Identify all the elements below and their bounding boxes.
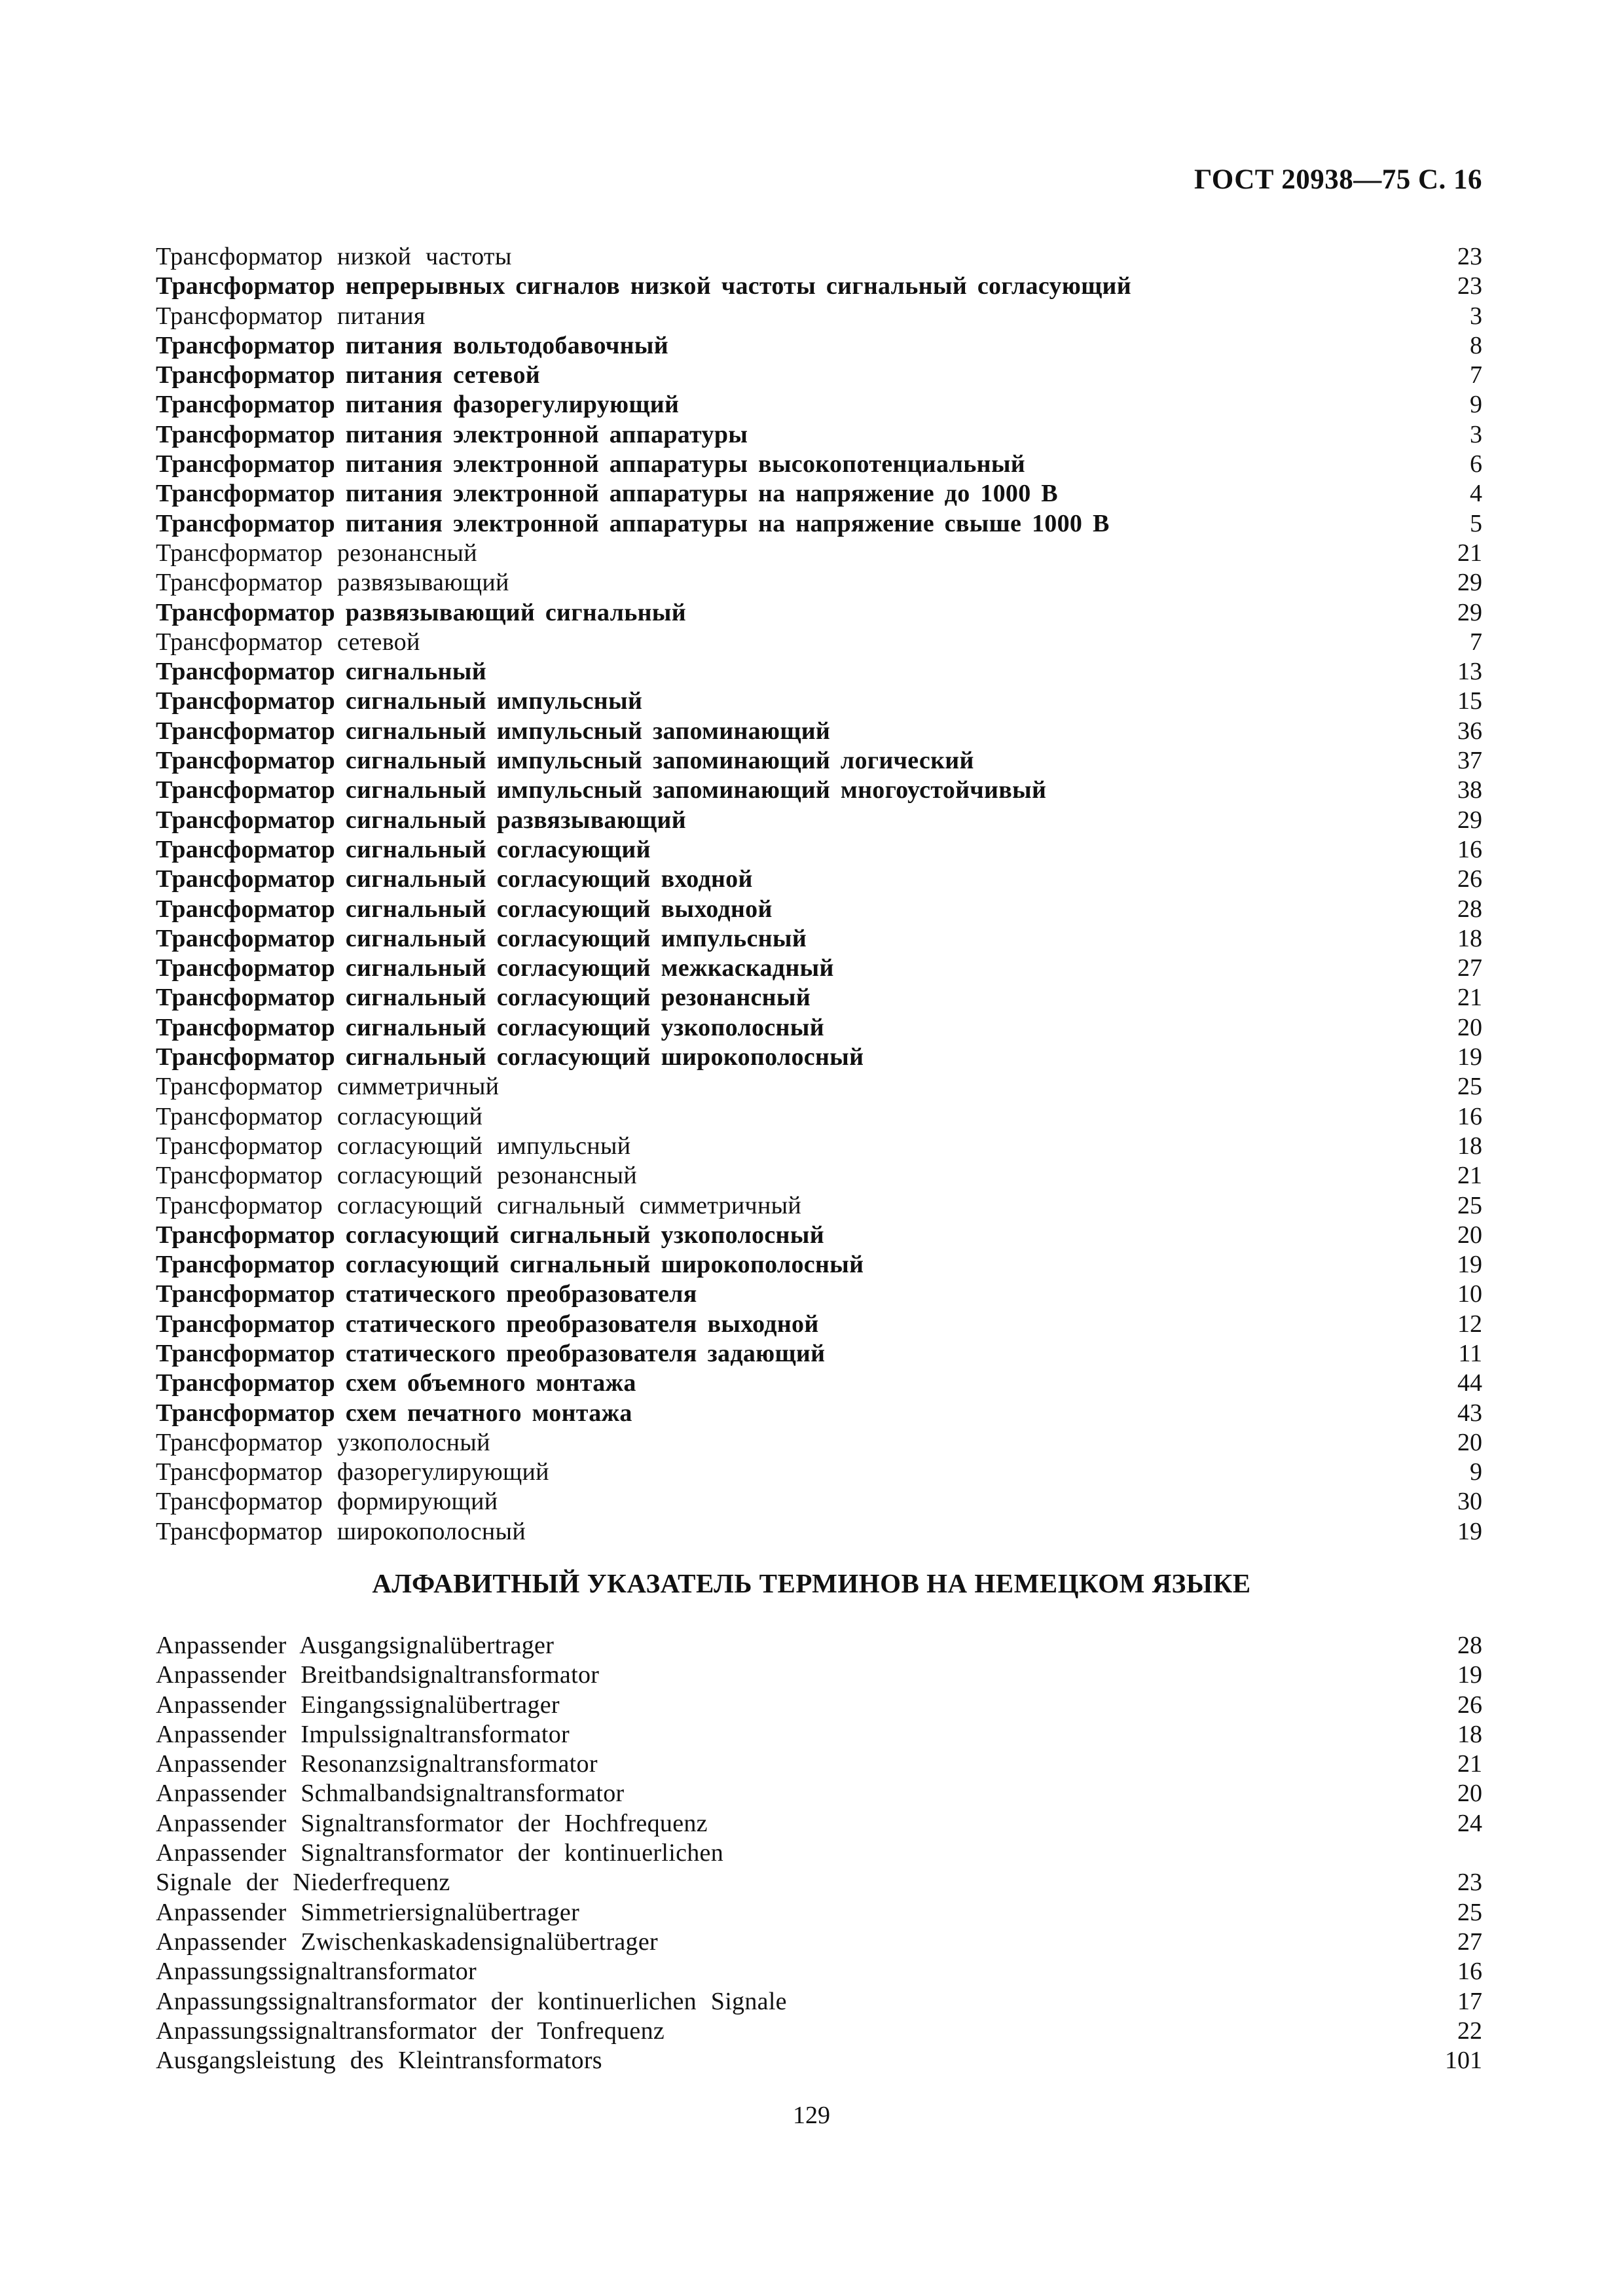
index-entry (156, 746, 1482, 776)
index-entry (156, 2017, 1482, 2046)
index-entry (156, 1428, 1482, 1458)
index-entry (156, 1987, 1482, 2017)
index-page-ref: 3 (1470, 302, 1482, 330)
index-entry (156, 598, 1482, 628)
index-entry (156, 1191, 1482, 1221)
index-page-ref: 12 (1457, 1310, 1482, 1338)
index-term: Трансформатор сигнальный развязывающий (156, 806, 686, 834)
index-term: Трансформатор согласующий сигнальный симметричный (156, 1191, 802, 1219)
page-number: 129 (793, 2102, 830, 2129)
index-term: Трансформатор статического преобразователя выходной (156, 1310, 819, 1338)
index-page-ref: 18 (1457, 1720, 1482, 1748)
index-entry (156, 687, 1482, 716)
index-term: Signale der Niederfrequenz (156, 1869, 450, 1897)
index-entry (156, 361, 1482, 390)
index-entry (156, 1132, 1482, 1161)
index-page-ref: 38 (1457, 776, 1482, 804)
index-term: Трансформатор статического преобразователя задающий (156, 1339, 826, 1367)
index-entry (156, 1957, 1482, 1986)
index-page-ref: 24 (1457, 1809, 1482, 1837)
index-term: Трансформатор симметричный (156, 1073, 500, 1101)
index-page-ref: 15 (1457, 687, 1482, 715)
index-page-ref: 16 (1457, 1102, 1482, 1130)
index-term: Трансформатор питания вольтодобавочный (156, 331, 668, 359)
index-term: Трансформатор статического преобразователя (156, 1280, 697, 1308)
index-page-ref: 19 (1457, 1251, 1482, 1279)
index-entry (156, 509, 1482, 539)
index-entry (156, 1839, 1482, 1868)
index-term: Трансформатор узкополосный (156, 1428, 490, 1456)
index-entry (156, 1280, 1482, 1309)
index-entry (156, 657, 1482, 687)
index-page-ref: 19 (1457, 1517, 1482, 1545)
index-entry (156, 954, 1482, 983)
index-page-ref: 28 (1457, 1632, 1482, 1659)
index-term: Anpassungssignaltransformator der kontinuerlichen Signale (156, 1987, 787, 2015)
index-entry (156, 1631, 1482, 1660)
index-term: Трансформатор согласующий сигнальный широкополосный (156, 1251, 864, 1279)
index-entry (156, 806, 1482, 835)
index-page-ref: 16 (1457, 835, 1482, 863)
index-term: Трансформатор согласующий сигнальный узкополосный (156, 1221, 824, 1249)
index-page-ref: 6 (1470, 450, 1482, 478)
index-entry (156, 1487, 1482, 1516)
index-page-ref: 36 (1457, 717, 1482, 745)
index-term: Трансформатор сигнальный согласующий импульсный (156, 924, 807, 952)
index-page-ref: 23 (1457, 243, 1482, 270)
index-page-ref: 3 (1470, 420, 1482, 448)
index-page-ref: 101 (1445, 2047, 1482, 2075)
section-title: АЛФАВИТНЫЙ УКАЗАТЕЛЬ ТЕРМИНОВ НА НЕМЕЦКОМ ЯЗЫКЕ (372, 1568, 1251, 1598)
index-term: Трансформатор сигнальный согласующий межкаскадный (156, 954, 834, 982)
index-term: Трансформатор сигнальный (156, 658, 486, 686)
index-term: Трансформатор низкой частоты (156, 243, 512, 270)
index-entry (156, 1779, 1482, 1808)
index-term: Трансформатор сигнальный импульсный запоминающий логический (156, 747, 974, 775)
index-term: Трансформатор сетевой (156, 628, 420, 656)
index-term: Трансформатор питания сетевой (156, 361, 540, 389)
index-term: Трансформатор сигнальный импульсный (156, 687, 643, 715)
index-term: Трансформатор схем объемного монтажа (156, 1369, 636, 1397)
index-term: Трансформатор резонансный (156, 539, 477, 567)
index-entry (156, 1102, 1482, 1132)
russian-term-index (156, 242, 1482, 1547)
index-entry (156, 1072, 1482, 1102)
index-term: Трансформатор питания электронной аппаратуры на напряжение свыше 1000 В (156, 509, 1110, 537)
index-term: Anpassungssignaltransformator (156, 1958, 477, 1986)
index-entry (156, 1720, 1482, 1749)
index-term: Anpassender Breitbandsignaltransformator (156, 1661, 600, 1689)
index-entry (156, 865, 1482, 894)
index-page-ref: 9 (1470, 1458, 1482, 1486)
index-term: Трансформатор широкополосный (156, 1517, 526, 1545)
index-entry (156, 539, 1482, 568)
index-term: Трансформатор сигнальный согласующий (156, 835, 651, 863)
index-page-ref: 21 (1457, 539, 1482, 567)
index-entry (156, 924, 1482, 954)
index-entry (156, 1458, 1482, 1487)
index-page-ref: 23 (1457, 272, 1482, 300)
index-entry (156, 628, 1482, 657)
index-term: Anpassender Signaltransformator der Hochfrequenz (156, 1809, 708, 1837)
index-page-ref: 18 (1457, 1132, 1482, 1160)
index-page-ref: 43 (1457, 1399, 1482, 1427)
index-entry (156, 895, 1482, 924)
index-entry (156, 1043, 1482, 1072)
index-page-ref: 20 (1457, 1013, 1482, 1041)
index-term: Трансформатор сигнальный импульсный запоминающий многоустойчивый (156, 776, 1047, 804)
index-page-ref: 19 (1457, 1661, 1482, 1689)
index-entry (156, 1339, 1482, 1369)
index-page-ref: 16 (1457, 1958, 1482, 1986)
index-page-ref: 20 (1457, 1780, 1482, 1808)
index-entry (156, 479, 1482, 509)
index-term: Трансформатор питания электронной аппаратуры на напряжение до 1000 В (156, 480, 1058, 508)
index-entry (156, 1868, 1482, 1897)
index-term: Трансформатор формирующий (156, 1488, 498, 1516)
index-page-ref: 25 (1457, 1073, 1482, 1101)
index-entry (156, 242, 1482, 272)
index-entry (156, 1517, 1482, 1547)
index-term: Anpassender Zwischenkaskadensignalübertrager (156, 1928, 658, 1956)
index-page-ref: 26 (1457, 1691, 1482, 1719)
index-page-ref: 44 (1457, 1369, 1482, 1397)
index-term: Anpassender Schmalbandsignaltransformator (156, 1780, 625, 1808)
index-entry (156, 2046, 1482, 2075)
index-term: Anpassender Simmetriersignalübertrager (156, 1898, 580, 1926)
index-page-ref: 17 (1457, 1987, 1482, 2015)
german-term-index (156, 1631, 1482, 2075)
index-entry (156, 1221, 1482, 1250)
index-term: Трансформатор питания электронной аппаратуры высокопотенциальный (156, 450, 1025, 478)
index-term: Трансформатор питания (156, 302, 426, 330)
index-term: Трансформатор питания фазорегулирующий (156, 391, 680, 419)
index-term: Anpassender Impulssignaltransformator (156, 1720, 570, 1748)
index-page-ref: 28 (1457, 895, 1482, 923)
index-entry (156, 331, 1482, 361)
index-page-ref: 25 (1457, 1898, 1482, 1926)
index-page-ref: 20 (1457, 1221, 1482, 1249)
index-page-ref: 19 (1457, 1043, 1482, 1071)
index-page-ref: 13 (1457, 658, 1482, 686)
index-entry (156, 835, 1482, 865)
index-term: Anpassungssignaltransformator der Tonfrequenz (156, 2017, 665, 2045)
index-term: Трансформатор развязывающий (156, 569, 509, 597)
index-term: Трансформатор сигнальный согласующий выходной (156, 895, 773, 923)
index-page-ref: 22 (1457, 2017, 1482, 2045)
index-term: Трансформатор непрерывных сигналов низкой частоты сигнальный согласующий (156, 272, 1131, 300)
index-entry (156, 1310, 1482, 1339)
index-term: Трансформатор фазорегулирующий (156, 1458, 549, 1486)
index-term: Ausgangsleistung des Kleintransformators (156, 2047, 602, 2075)
index-entry (156, 390, 1482, 420)
index-entry (156, 1013, 1482, 1043)
index-page-ref: 26 (1457, 865, 1482, 893)
index-page-ref: 10 (1457, 1280, 1482, 1308)
index-term: Трансформатор развязывающий сигнальный (156, 598, 686, 626)
index-term: Трансформатор согласующий импульсный (156, 1132, 631, 1160)
index-term: Anpassender Ausgangsignalübertrager (156, 1632, 555, 1659)
index-page-ref: 30 (1457, 1488, 1482, 1516)
index-entry (156, 1749, 1482, 1779)
index-page-ref: 21 (1457, 1750, 1482, 1778)
index-page-ref: 7 (1470, 628, 1482, 656)
index-term: Трансформатор согласующий резонансный (156, 1162, 637, 1190)
index-page-ref: 27 (1457, 954, 1482, 982)
index-page-ref: 21 (1457, 1162, 1482, 1190)
index-page-ref: 20 (1457, 1428, 1482, 1456)
index-page-ref: 21 (1457, 984, 1482, 1012)
index-entry (156, 1809, 1482, 1839)
index-entry (156, 717, 1482, 746)
index-term: Трансформатор согласующий (156, 1102, 483, 1130)
index-term: Трансформатор сигнальный согласующий входной (156, 865, 753, 893)
index-page-ref: 27 (1457, 1928, 1482, 1956)
index-entry (156, 302, 1482, 331)
index-page-ref: 25 (1457, 1191, 1482, 1219)
index-entry (156, 1898, 1482, 1928)
index-entry (156, 776, 1482, 805)
index-entry (156, 420, 1482, 450)
index-term: Трансформатор сигнальный согласующий широкополосный (156, 1043, 864, 1071)
index-entry (156, 983, 1482, 1013)
index-term: Трансформатор схем печатного монтажа (156, 1399, 632, 1427)
index-entry (156, 1161, 1482, 1191)
index-page-ref: 5 (1470, 509, 1482, 537)
index-page-ref: 4 (1470, 480, 1482, 508)
index-term: Трансформатор сигнальный импульсный запоминающий (156, 717, 831, 745)
index-entry (156, 1369, 1482, 1398)
index-term: Anpassender Signaltransformator der kontinuerlichen (156, 1839, 724, 1867)
index-entry (156, 1250, 1482, 1280)
index-term: Трансформатор сигнальный согласующий узкополосный (156, 1013, 824, 1041)
index-entry (156, 1660, 1482, 1690)
page-header: ГОСТ 20938—75 С. 16 (1194, 164, 1482, 195)
index-page-ref: 29 (1457, 806, 1482, 834)
index-entry (156, 450, 1482, 479)
index-entry (156, 272, 1482, 301)
index-page-ref: 37 (1457, 747, 1482, 775)
index-page-ref: 11 (1458, 1339, 1482, 1367)
index-term: Трансформатор питания электронной аппаратуры (156, 420, 748, 448)
index-page-ref: 8 (1470, 331, 1482, 359)
index-page-ref: 18 (1457, 924, 1482, 952)
index-page-ref: 9 (1470, 391, 1482, 419)
index-entry (156, 1399, 1482, 1428)
index-term: Трансформатор сигнальный согласующий резонансный (156, 984, 811, 1012)
index-entry (156, 1691, 1482, 1720)
index-entry (156, 1928, 1482, 1957)
index-term: Anpassender Eingangssignalübertrager (156, 1691, 560, 1719)
index-page-ref: 29 (1457, 569, 1482, 597)
index-page-ref: 23 (1457, 1869, 1482, 1897)
index-page-ref: 7 (1470, 361, 1482, 389)
index-page-ref: 29 (1457, 598, 1482, 626)
index-entry (156, 568, 1482, 598)
index-term: Anpassender Resonanzsignaltransformator (156, 1750, 598, 1778)
